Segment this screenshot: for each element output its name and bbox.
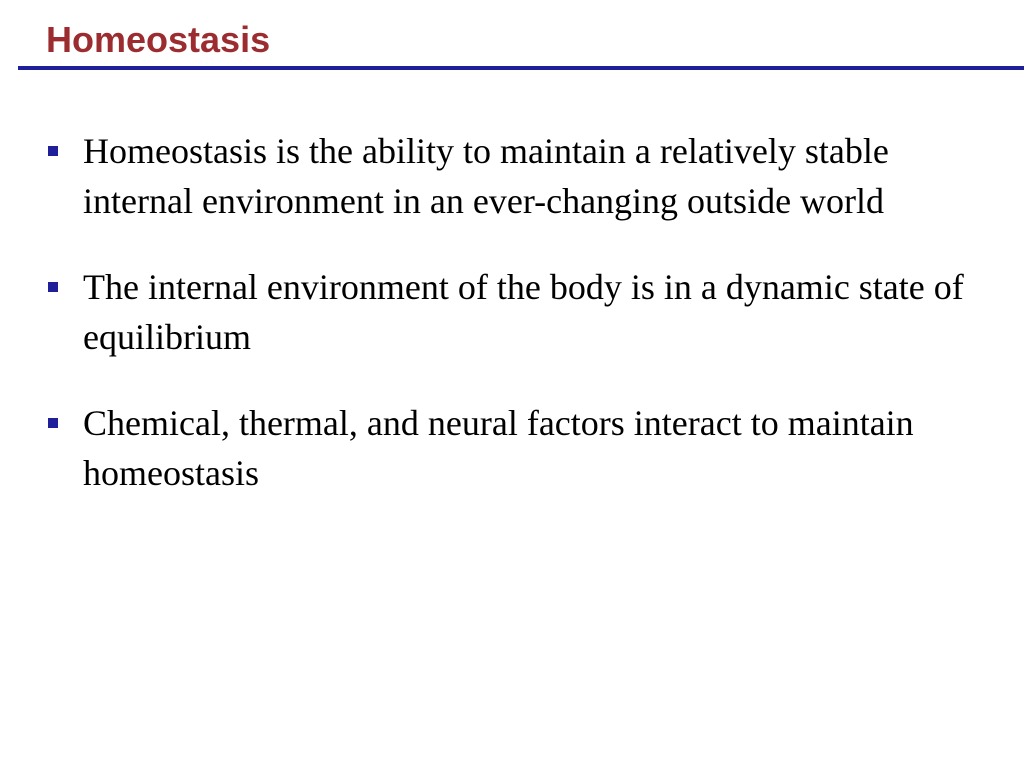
bullet-text: Homeostasis is the ability to maintain a relatively stable internal environment in an ever-changing outside world bbox=[83, 131, 889, 221]
bullet-list bbox=[0, 126, 1024, 534]
square-bullet-icon bbox=[48, 282, 58, 292]
title-divider bbox=[18, 66, 1024, 70]
square-bullet-icon bbox=[48, 146, 58, 156]
square-bullet-icon bbox=[48, 418, 58, 428]
bullet-text: Chemical, thermal, and neural factors interact to maintain homeostasis bbox=[83, 403, 914, 493]
list-item bbox=[0, 398, 1024, 498]
list-item bbox=[0, 126, 1024, 226]
list-item bbox=[0, 262, 1024, 362]
slide-title: Homeostasis bbox=[46, 19, 271, 60]
bullet-text: The internal environment of the body is in a dynamic state of equilibrium bbox=[83, 267, 964, 357]
